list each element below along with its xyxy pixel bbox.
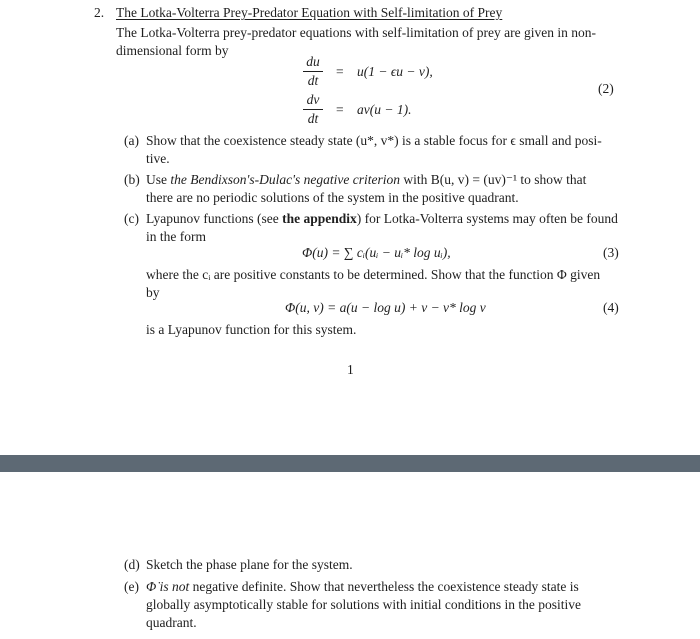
part-b-line-1 [146,171,586,188]
part-a-line-2: tive. [146,151,170,166]
part-c-line-1-pre: Lyapunov functions (see [146,211,279,226]
phi-dot-symbol: Φ̇ is [146,579,169,594]
part-c-label: (c) [124,211,139,226]
part-d-line-1: Sketch the phase plane for the system. [146,557,353,572]
part-a-label: (a) [124,133,139,148]
part-c-line-3: where the cᵢ are positive constants to be determined. Show that the function Φ given [146,267,601,282]
fraction-dv-dt [302,92,324,126]
fraction-denominator: dt [307,73,319,88]
equation-2-rhs: av(u − 1). [357,102,412,117]
equals-sign: = [336,64,344,79]
fraction-bar [303,71,323,72]
part-a-line-1: Show that the coexistence steady state (u*, v*) is a stable focus for ϵ small and posi- [146,133,602,148]
fraction-denominator: dt [307,111,319,126]
part-e-line-1 [146,578,579,595]
part-b-line-1-pre: Use [146,172,167,187]
problem-title: The Lotka-Volterra Prey-Predator Equation with Self-limitation of Prey [116,5,503,20]
part-d-label: (d) [124,557,140,572]
part-e-label: (e) [124,579,139,594]
bendixson-dulac-criterion: the Bendixson's-Dulac's negative criterion [170,172,400,187]
page-2 [0,472,700,639]
part-b-label: (b) [124,172,140,187]
intro-line-2: dimensional form by [116,43,229,58]
part-b-line-1-post: with B(u, v) = (uv)⁻¹ to show that [403,172,587,187]
part-c-line-1 [146,210,618,227]
part-c-line-5: is a Lyapunov function for this system. [146,322,357,337]
equation-number-2: (2) [598,81,614,96]
page-number: 1 [347,362,354,377]
problem-number: 2. [94,5,105,20]
fraction-bar [303,109,323,110]
equation-number-3: (3) [603,245,619,260]
equation-number-4: (4) [603,300,619,315]
part-c-line-1-post: ) for Lotka-Volterra systems may often be found [356,211,618,226]
part-b-line-2: there are no periodic solutions of the system in the positive quadrant. [146,190,519,205]
fraction-du-dt [302,54,324,88]
equation-3: Φ(u) = ∑ cᵢ(uᵢ − uᵢ* log uᵢ), [302,245,451,260]
fraction-numerator: du [306,54,320,69]
part-c-line-4: by [146,285,160,300]
equation-1-rhs: u(1 − ϵu − v), [357,64,433,79]
part-e-line-3: quadrant. [146,615,197,630]
part-c-line-2: in the form [146,229,206,244]
part-e-not: not [172,579,190,594]
fraction-numerator: dv [306,92,320,107]
appendix-reference: the appendix [282,211,357,226]
page-divider [0,455,700,472]
intro-line-1: The Lotka-Volterra prey-predator equations with self-limitation of prey are given in non- [116,25,596,40]
part-e-line-2: globally asymptotically stable for solutions with initial conditions in the positive [146,597,581,612]
equals-sign: = [336,102,344,117]
part-e-line-1-post: negative definite. Show that nevertheless the coexistence steady state is [192,579,579,594]
equation-4: Φ(u, v) = a(u − log u) + v − v* log v [285,300,486,315]
